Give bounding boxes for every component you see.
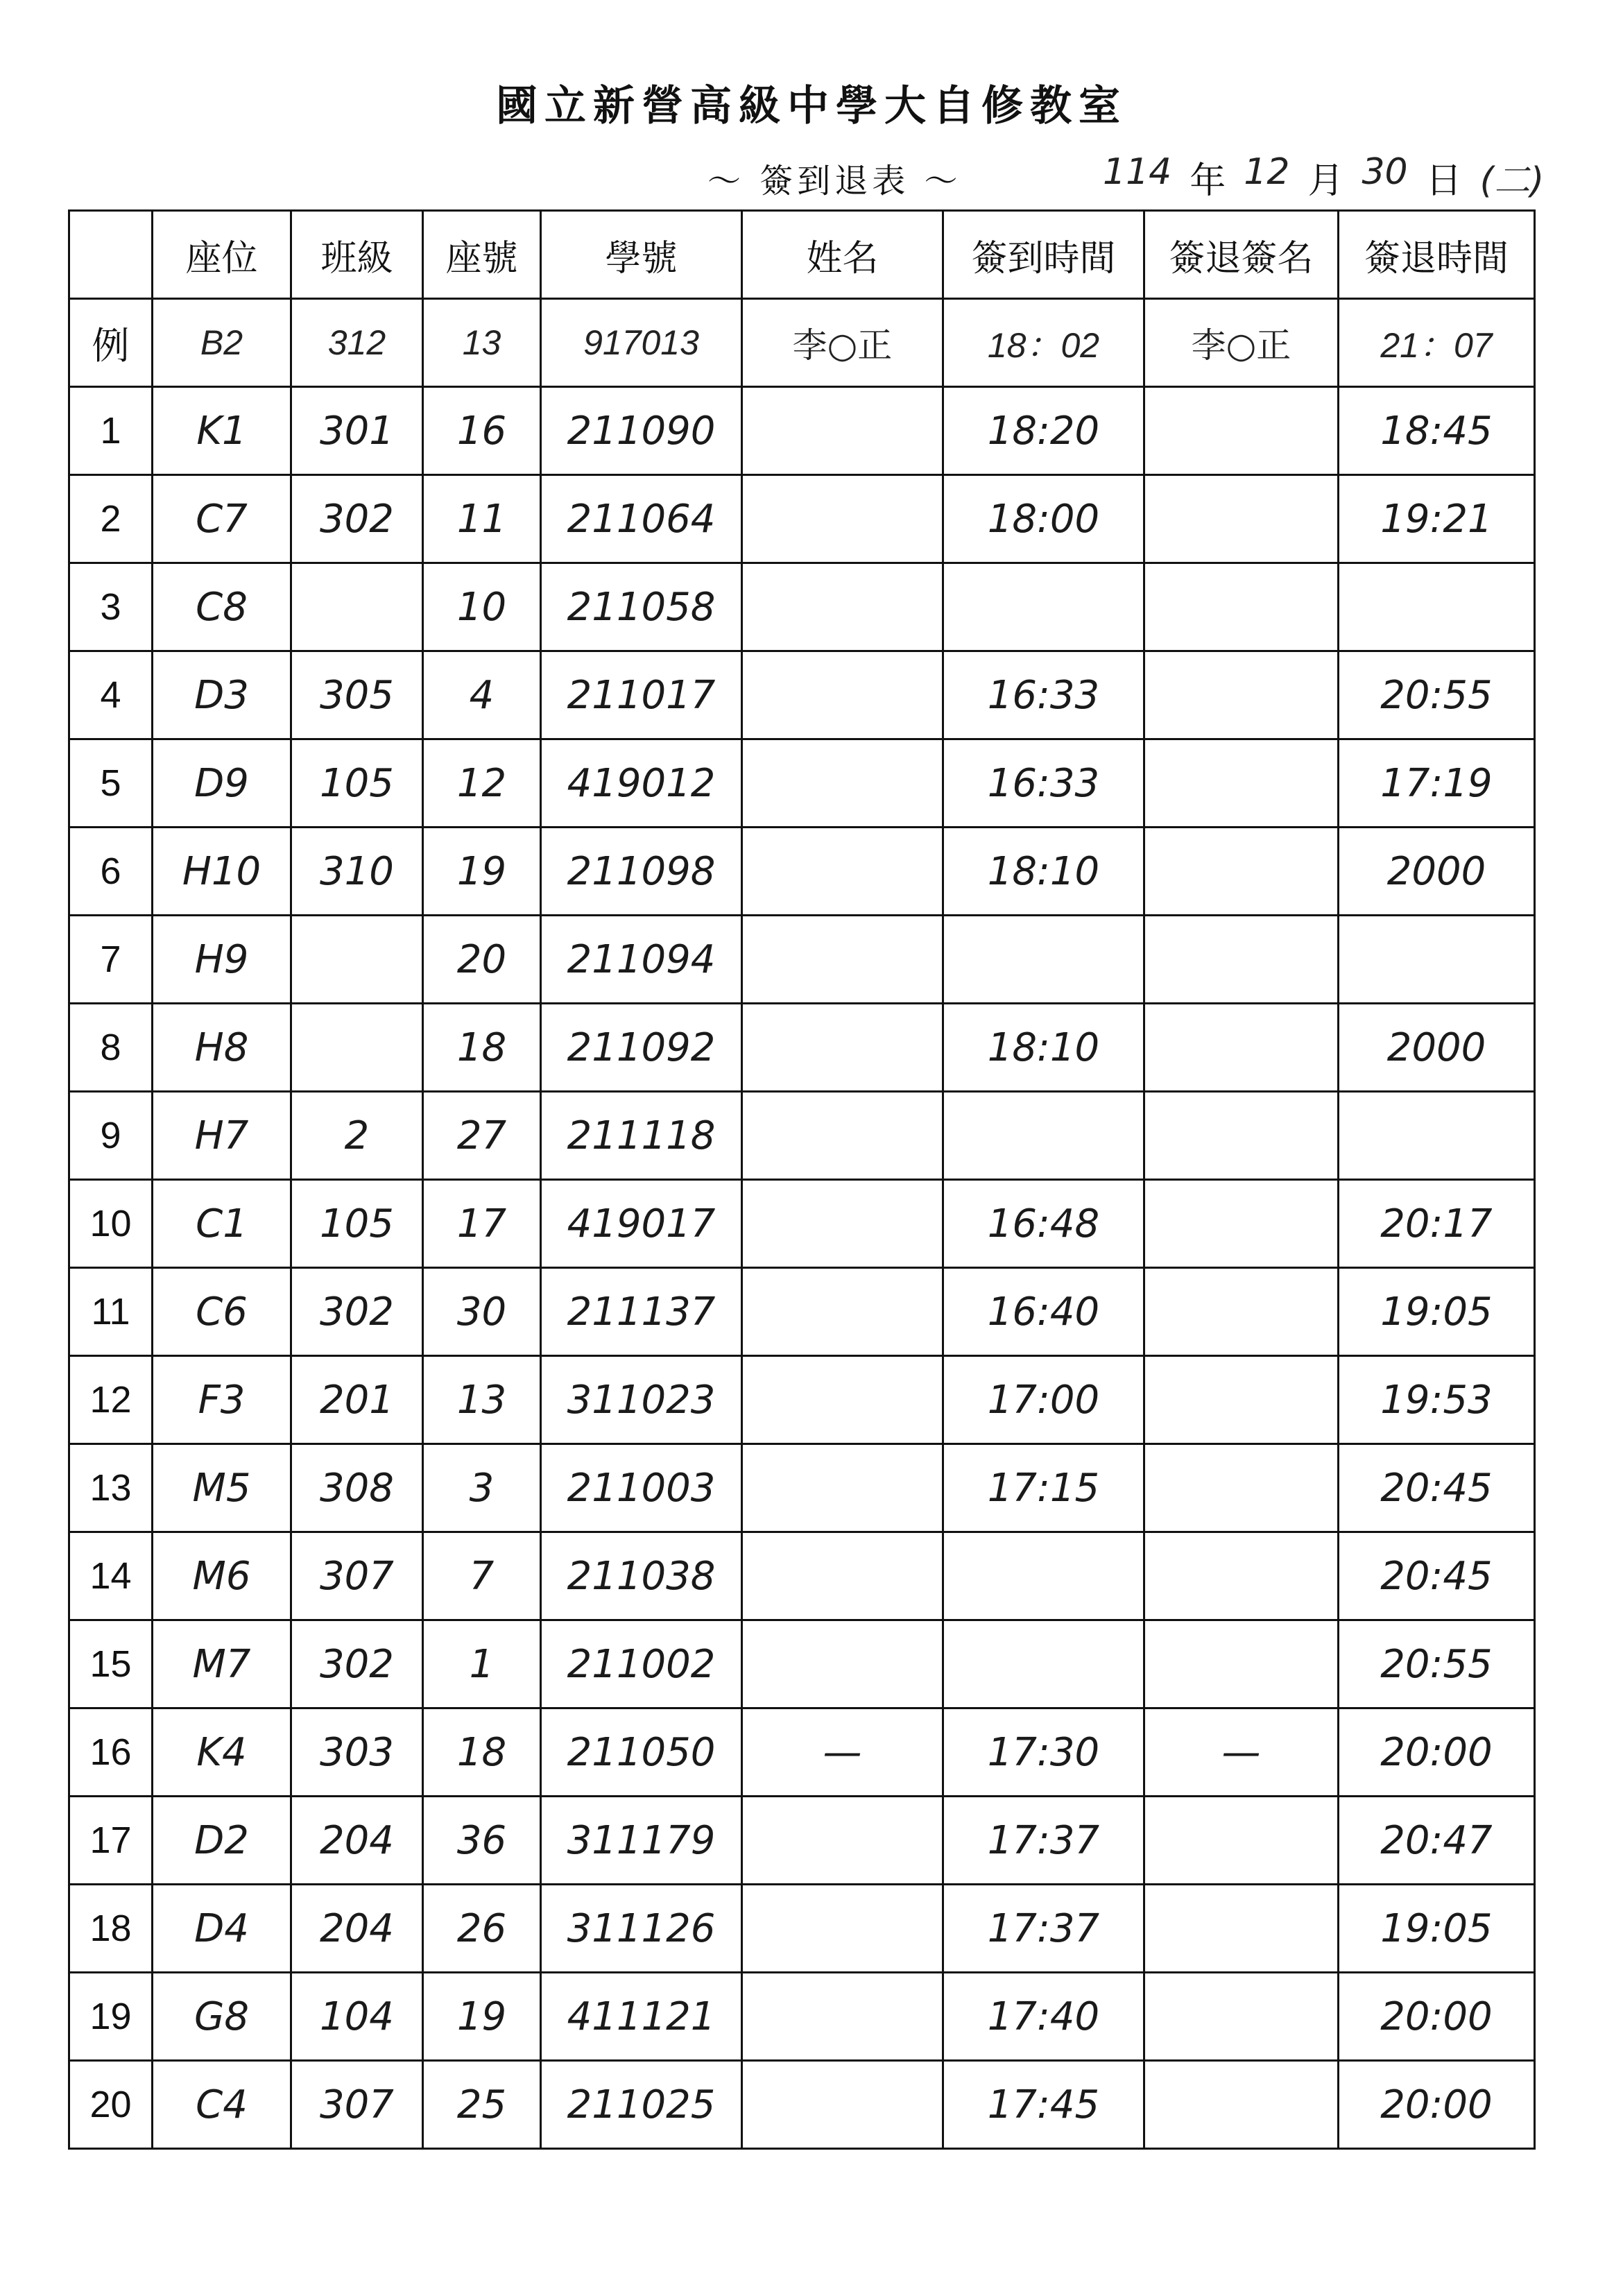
checkout-time-cell: 20:00 — [1339, 2061, 1535, 2149]
seat-number-cell: 20 — [423, 916, 541, 1004]
row-number: 16 — [69, 1708, 153, 1797]
name-cell — [742, 1532, 943, 1620]
signout-name-cell — [1144, 1620, 1339, 1708]
seat-cell: M6 — [153, 1532, 291, 1620]
row-number: 13 — [69, 1444, 153, 1532]
seat-cell: M7 — [153, 1620, 291, 1708]
class-cell: 105 — [291, 1180, 423, 1268]
seat-number-cell: 1 — [423, 1620, 541, 1708]
row-number: 3 — [69, 563, 153, 651]
form-date — [1103, 151, 1544, 203]
checkout-time-cell: 20:00 — [1339, 1708, 1535, 1797]
header-signout-name: 簽退簽名 — [1144, 211, 1339, 299]
row-number: 6 — [69, 828, 153, 916]
signout-name-cell — [1144, 1532, 1339, 1620]
student-id-cell: 419017 — [541, 1180, 742, 1268]
table-row — [69, 651, 1535, 739]
signout-name-cell — [1144, 828, 1339, 916]
student-id-cell: 211064 — [541, 475, 742, 563]
student-id-cell: 211002 — [541, 1620, 742, 1708]
date-year-label: 年 — [1190, 160, 1226, 202]
row-number: 17 — [69, 1797, 153, 1885]
checkout-time-cell: 2000 — [1339, 828, 1535, 916]
date-month-label: 月 — [1307, 160, 1344, 202]
date-day: 30 — [1362, 151, 1408, 193]
header-class: 班級 — [291, 211, 423, 299]
seat-number-cell: 36 — [423, 1797, 541, 1885]
name-cell — [742, 1797, 943, 1885]
student-id-cell: 211025 — [541, 2061, 742, 2149]
header-number: 座號 — [423, 211, 541, 299]
example-signout-name: 李○正 — [1144, 299, 1339, 387]
checkout-time-cell: 17:19 — [1339, 739, 1535, 828]
table-row — [69, 739, 1535, 828]
checkout-time-cell: 20:00 — [1339, 1973, 1535, 2061]
name-cell — [742, 1356, 943, 1444]
student-id-cell: 311126 — [541, 1885, 742, 1973]
signout-name-cell — [1144, 651, 1339, 739]
seat-number-cell: 4 — [423, 651, 541, 739]
header-checkout-time: 簽退時間 — [1339, 211, 1535, 299]
header-seat: 座位 — [153, 211, 291, 299]
row-number: 1 — [69, 387, 153, 475]
class-cell — [291, 563, 423, 651]
table-row — [69, 1092, 1535, 1180]
form-subtitle: ～ 簽到退表 ～ — [707, 162, 962, 200]
example-seat: B2 — [153, 299, 291, 387]
example-student-id: 917013 — [541, 299, 742, 387]
row-number: 5 — [69, 739, 153, 828]
table-row — [69, 828, 1535, 916]
seat-number-cell: 17 — [423, 1180, 541, 1268]
seat-cell: D3 — [153, 651, 291, 739]
checkout-time-cell: 19:05 — [1339, 1885, 1535, 1973]
checkout-time-cell: 20:17 — [1339, 1180, 1535, 1268]
row-number: 18 — [69, 1885, 153, 1973]
row-number: 14 — [69, 1532, 153, 1620]
name-cell — [742, 1620, 943, 1708]
table-row — [69, 1708, 1535, 1797]
table-row — [69, 1444, 1535, 1532]
checkout-time-cell: 19:53 — [1339, 1356, 1535, 1444]
signout-name-cell — [1144, 1356, 1339, 1444]
seat-cell: M5 — [153, 1444, 291, 1532]
seat-cell: C8 — [153, 563, 291, 651]
seat-cell: H7 — [153, 1092, 291, 1180]
class-cell: 201 — [291, 1356, 423, 1444]
student-id-cell: 211094 — [541, 916, 742, 1004]
name-cell — [742, 563, 943, 651]
row-number: 20 — [69, 2061, 153, 2149]
header-name: 姓名 — [742, 211, 943, 299]
row-number: 4 — [69, 651, 153, 739]
seat-cell: D9 — [153, 739, 291, 828]
row-number: 9 — [69, 1092, 153, 1180]
name-cell — [742, 1885, 943, 1973]
seat-number-cell: 19 — [423, 1973, 541, 2061]
header-index — [69, 211, 153, 299]
signout-name-cell — [1144, 2061, 1339, 2149]
seat-number-cell: 7 — [423, 1532, 541, 1620]
checkout-time-cell: 20:55 — [1339, 1620, 1535, 1708]
student-id-cell: 211092 — [541, 1004, 742, 1092]
header-row — [69, 211, 1535, 299]
seat-cell: H8 — [153, 1004, 291, 1092]
row-number: 7 — [69, 916, 153, 1004]
checkout-time-cell — [1339, 563, 1535, 651]
signout-name-cell — [1144, 563, 1339, 651]
class-cell: 302 — [291, 1620, 423, 1708]
seat-cell: D4 — [153, 1885, 291, 1973]
date-weekday: (二) — [1479, 160, 1545, 202]
example-checkin: 18：02 — [943, 299, 1144, 387]
row-number: 15 — [69, 1620, 153, 1708]
seat-cell: C6 — [153, 1268, 291, 1356]
student-id-cell: 211038 — [541, 1532, 742, 1620]
signout-name-cell — [1144, 1797, 1339, 1885]
student-id-cell: 311023 — [541, 1356, 742, 1444]
seat-number-cell: 11 — [423, 475, 541, 563]
checkin-time-cell — [943, 1092, 1144, 1180]
class-cell: 105 — [291, 739, 423, 828]
name-cell — [742, 828, 943, 916]
table-row — [69, 387, 1535, 475]
seat-cell: F3 — [153, 1356, 291, 1444]
student-id-cell: 211090 — [541, 387, 742, 475]
seat-cell: C7 — [153, 475, 291, 563]
signout-name-cell: — — [1144, 1708, 1339, 1797]
student-id-cell: 211003 — [541, 1444, 742, 1532]
table-row — [69, 563, 1535, 651]
name-cell — [742, 916, 943, 1004]
class-cell: 307 — [291, 1532, 423, 1620]
name-cell — [742, 651, 943, 739]
example-class: 312 — [291, 299, 423, 387]
signout-name-cell — [1144, 916, 1339, 1004]
checkout-time-cell — [1339, 1092, 1535, 1180]
name-cell — [742, 1973, 943, 2061]
signout-name-cell — [1144, 475, 1339, 563]
class-cell: 310 — [291, 828, 423, 916]
class-cell — [291, 1004, 423, 1092]
signout-name-cell — [1144, 387, 1339, 475]
checkin-time-cell: 17:15 — [943, 1444, 1144, 1532]
checkout-time-cell: 19:05 — [1339, 1268, 1535, 1356]
checkin-time-cell: 16:48 — [943, 1180, 1144, 1268]
checkin-time-cell: 17:00 — [943, 1356, 1144, 1444]
example-checkout: 21：07 — [1339, 299, 1535, 387]
header-checkin-time: 簽到時間 — [943, 211, 1144, 299]
seat-number-cell: 25 — [423, 2061, 541, 2149]
checkin-time-cell: 18:00 — [943, 475, 1144, 563]
student-id-cell: 211137 — [541, 1268, 742, 1356]
seat-cell: H9 — [153, 916, 291, 1004]
row-number: 11 — [69, 1268, 153, 1356]
signout-name-cell — [1144, 1004, 1339, 1092]
example-row — [69, 299, 1535, 387]
checkin-time-cell: 17:40 — [943, 1973, 1144, 2061]
class-cell: 308 — [291, 1444, 423, 1532]
seat-cell: H10 — [153, 828, 291, 916]
checkout-time-cell: 18:45 — [1339, 387, 1535, 475]
checkin-time-cell — [943, 916, 1144, 1004]
table-row — [69, 1797, 1535, 1885]
seat-number-cell: 19 — [423, 828, 541, 916]
table-row — [69, 1268, 1535, 1356]
checkout-time-cell: 20:45 — [1339, 1532, 1535, 1620]
date-day-label: 日 — [1425, 160, 1462, 202]
table-row — [69, 916, 1535, 1004]
checkin-time-cell: 17:37 — [943, 1885, 1144, 1973]
class-cell: 2 — [291, 1092, 423, 1180]
name-cell — [742, 1268, 943, 1356]
name-cell — [742, 1444, 943, 1532]
class-cell: 204 — [291, 1885, 423, 1973]
student-id-cell: 211058 — [541, 563, 742, 651]
example-label: 例 — [69, 299, 153, 387]
seat-number-cell: 12 — [423, 739, 541, 828]
class-cell: 302 — [291, 475, 423, 563]
seat-cell: C4 — [153, 2061, 291, 2149]
student-id-cell: 211118 — [541, 1092, 742, 1180]
checkin-time-cell: 17:37 — [943, 1797, 1144, 1885]
page-title: 國立新營高級中學大自修教室 — [496, 82, 1127, 130]
seat-number-cell: 10 — [423, 563, 541, 651]
checkout-time-cell: 2000 — [1339, 1004, 1535, 1092]
name-cell — [742, 1180, 943, 1268]
name-cell — [742, 1092, 943, 1180]
checkin-time-cell: 18:10 — [943, 828, 1144, 916]
checkin-time-cell: 16:33 — [943, 651, 1144, 739]
table-row — [69, 1180, 1535, 1268]
seat-cell: D2 — [153, 1797, 291, 1885]
seat-number-cell: 3 — [423, 1444, 541, 1532]
seat-number-cell: 13 — [423, 1356, 541, 1444]
row-number: 8 — [69, 1004, 153, 1092]
table-row — [69, 1356, 1535, 1444]
student-id-cell: 211050 — [541, 1708, 742, 1797]
name-cell — [742, 475, 943, 563]
checkin-time-cell: 17:45 — [943, 2061, 1144, 2149]
name-cell — [742, 387, 943, 475]
class-cell: 302 — [291, 1268, 423, 1356]
seat-number-cell: 26 — [423, 1885, 541, 1973]
header-student-id: 學號 — [541, 211, 742, 299]
table-row — [69, 1532, 1535, 1620]
signout-name-cell — [1144, 1973, 1339, 2061]
class-cell: 104 — [291, 1973, 423, 2061]
row-number: 2 — [69, 475, 153, 563]
row-number: 12 — [69, 1356, 153, 1444]
signout-name-cell — [1144, 739, 1339, 828]
checkin-time-cell: 16:40 — [943, 1268, 1144, 1356]
table-row — [69, 1973, 1535, 2061]
checkin-time-cell: 16:33 — [943, 739, 1144, 828]
seat-number-cell: 18 — [423, 1708, 541, 1797]
row-number: 19 — [69, 1973, 153, 2061]
signout-name-cell — [1144, 1444, 1339, 1532]
class-cell: 204 — [291, 1797, 423, 1885]
checkout-time-cell: 20:45 — [1339, 1444, 1535, 1532]
date-year: 114 — [1103, 151, 1172, 193]
table-row — [69, 475, 1535, 563]
class-cell: 307 — [291, 2061, 423, 2149]
row-number: 10 — [69, 1180, 153, 1268]
seat-number-cell: 16 — [423, 387, 541, 475]
table-row — [69, 1004, 1535, 1092]
name-cell — [742, 1004, 943, 1092]
seat-cell: K1 — [153, 387, 291, 475]
checkout-time-cell: 20:55 — [1339, 651, 1535, 739]
class-cell: 305 — [291, 651, 423, 739]
seat-cell: C1 — [153, 1180, 291, 1268]
student-id-cell: 419012 — [541, 739, 742, 828]
date-month: 12 — [1244, 151, 1290, 193]
name-cell: — — [742, 1708, 943, 1797]
checkout-time-cell: 20:47 — [1339, 1797, 1535, 1885]
checkin-time-cell: 17:30 — [943, 1708, 1144, 1797]
student-id-cell: 211017 — [541, 651, 742, 739]
checkin-time-cell — [943, 1620, 1144, 1708]
class-cell: 303 — [291, 1708, 423, 1797]
seat-cell: K4 — [153, 1708, 291, 1797]
signout-name-cell — [1144, 1885, 1339, 1973]
signout-name-cell — [1144, 1180, 1339, 1268]
seat-number-cell: 18 — [423, 1004, 541, 1092]
seat-cell: G8 — [153, 1973, 291, 2061]
checkout-time-cell — [1339, 916, 1535, 1004]
seat-number-cell: 27 — [423, 1092, 541, 1180]
name-cell — [742, 2061, 943, 2149]
class-cell — [291, 916, 423, 1004]
example-name: 李○正 — [742, 299, 943, 387]
checkin-time-cell — [943, 1532, 1144, 1620]
table-row — [69, 1885, 1535, 1973]
checkin-time-cell: 18:20 — [943, 387, 1144, 475]
checkout-time-cell: 19:21 — [1339, 475, 1535, 563]
table-row — [69, 1620, 1535, 1708]
class-cell: 301 — [291, 387, 423, 475]
seat-number-cell: 30 — [423, 1268, 541, 1356]
name-cell — [742, 739, 943, 828]
checkin-time-cell: 18:10 — [943, 1004, 1144, 1092]
student-id-cell: 211098 — [541, 828, 742, 916]
student-id-cell: 311179 — [541, 1797, 742, 1885]
student-id-cell: 411121 — [541, 1973, 742, 2061]
signin-table — [68, 209, 1536, 2150]
signout-name-cell — [1144, 1268, 1339, 1356]
checkin-time-cell — [943, 563, 1144, 651]
example-number: 13 — [423, 299, 541, 387]
table-row — [69, 2061, 1535, 2149]
signout-name-cell — [1144, 1092, 1339, 1180]
